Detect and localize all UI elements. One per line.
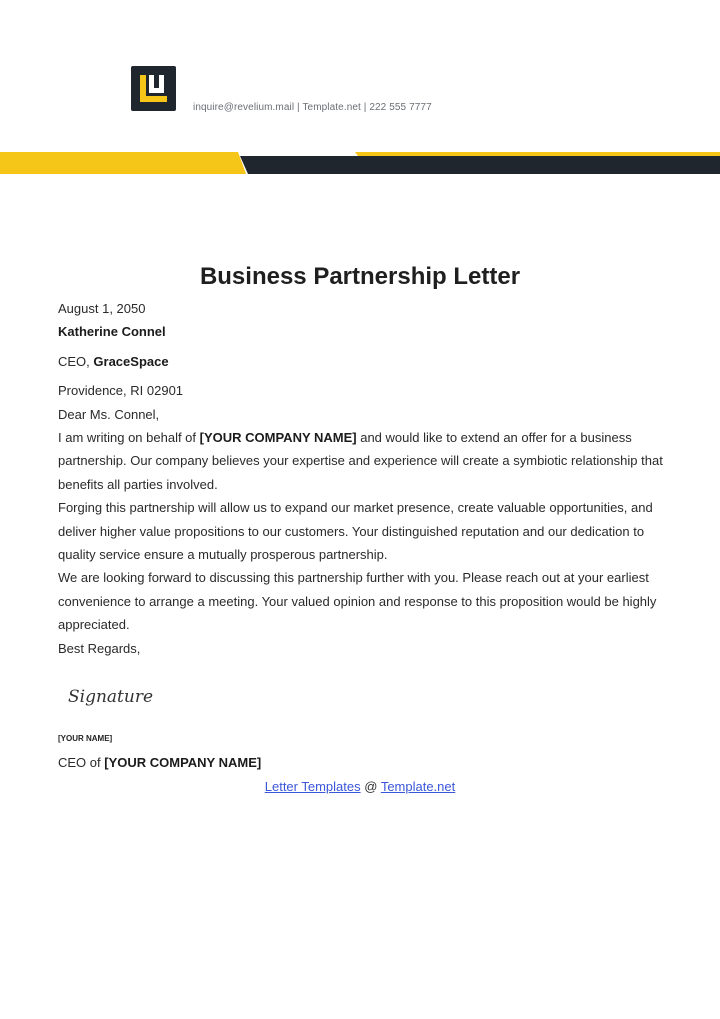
paragraph-2: Forging this partnership will allow us to expand our market presence, create valuable opportunities, and deliver higher value propositions to our customers. Your distinguished reputation and our dedication to quality service ensure a mutually prosperous partnership.: [58, 500, 653, 563]
header-band: [0, 150, 720, 176]
sender-name: [YOUR NAME]: [58, 734, 113, 743]
letter-title: Business Partnership Letter: [199, 263, 521, 290]
recipient-name: Katherine Connel: [58, 324, 166, 340]
sender-title-prefix: CEO of: [58, 755, 105, 770]
salutation: Dear Ms. Connel,: [58, 406, 160, 422]
letter-body: [58, 297, 670, 660]
contact-info: inquire@revelium.mail | Template.net | 222 555 7777: [193, 102, 432, 113]
paragraph-1-end: and would like to extend an offer for a business partnership. Our company believes your expertise and experience will create a symbiotic relationship that benefits all parties involved.: [58, 430, 663, 492]
paragraph-3: We are looking forward to discussing this partnership further with you. Please reach out at your earliest convenience to arrange a meeting. Your valued opinion and response to this proposition would be highly appreciated.: [58, 570, 657, 633]
recipient-company: GraceSpace: [93, 353, 169, 369]
company-logo: [131, 66, 176, 111]
closing: Best Regards,: [58, 640, 141, 656]
sender-company: [YOUR COMPANY NAME]: [104, 755, 262, 770]
recipient-title-prefix: CEO,: [58, 353, 94, 369]
paragraph-1-start: I am writing on behalf of: [58, 430, 200, 446]
paragraph-1: [58, 426, 670, 496]
letter-templates-link[interactable]: Letter Templates: [264, 779, 361, 794]
letter-date: August 1, 2050: [58, 301, 146, 316]
signature-image: [66, 680, 166, 710]
sender-title: [58, 755, 261, 770]
recipient-address: Providence, RI 02901: [58, 383, 184, 399]
template-net-link[interactable]: Template.net: [380, 779, 456, 794]
footer: [0, 779, 720, 794]
recipient-title: [58, 350, 670, 373]
footer-separator: @: [360, 779, 381, 794]
company-placeholder: [YOUR COMPANY NAME]: [199, 430, 357, 446]
signature-text: Signature: [68, 687, 154, 707]
